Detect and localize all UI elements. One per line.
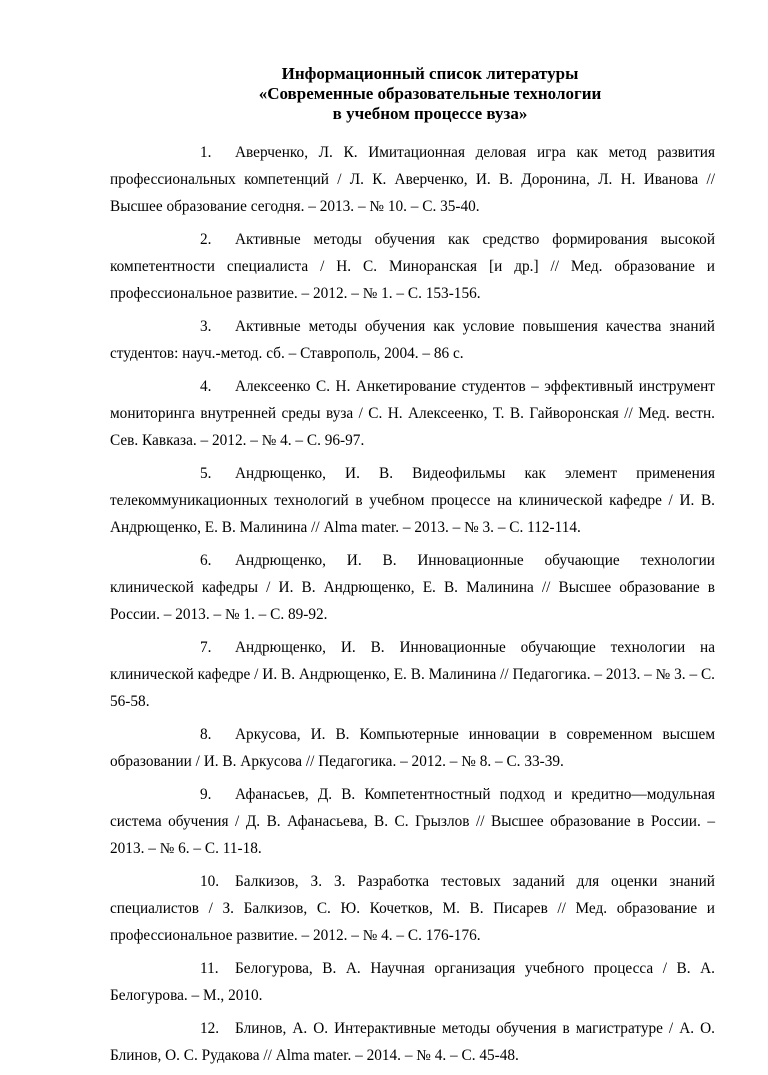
- reference-text: Аркусова, И. В. Компьютерные инновации в современном высшем образовании / И. В. Аркусова // Педагогика. – 2012. – № 8. – С. 33-39.: [110, 726, 715, 770]
- reference-number: 8.: [200, 726, 212, 743]
- reference-item: [110, 955, 715, 1009]
- reference-text: Белогурова, В. А. Научная организация учебного процесса / В. А. Белогурова. – М., 2010.: [110, 960, 715, 1004]
- reference-item: [110, 634, 715, 715]
- reference-item: [110, 313, 715, 367]
- reference-number: 1.: [200, 144, 212, 161]
- reference-text: Балкизов, З. З. Разработка тестовых заданий для оценки знаний специалистов / З. Балкизов, С. Ю. Кочетков, М. В. Писарев // Мед. образование и профессиональное развитие. – 2012. – № 4. – С. 176-176.: [110, 873, 715, 944]
- reference-number: 6.: [200, 552, 212, 569]
- reference-list: [110, 139, 715, 1075]
- reference-text: Алексеенко С. Н. Анкетирование студентов – эффективный инструмент мониторинга внутренней среды вуза / С. Н. Алексеенко, Т. В. Гайворонская // Мед. вестн. Сев. Кавказа. – 2012. – № 4. – С. 96-97.: [110, 378, 715, 449]
- reference-number: 10.: [200, 873, 220, 890]
- reference-item: [110, 1015, 715, 1069]
- reference-number: 5.: [200, 465, 212, 482]
- page-title: [0, 64, 768, 124]
- reference-item: [110, 373, 715, 454]
- reference-number: 2.: [200, 231, 212, 248]
- reference-item: [110, 460, 715, 541]
- reference-text: Андрющенко, И. В. Инновационные обучающие технологии на клинической кафедре / И. В. Андрющенко, Е. В. Малинина // Педагогика. – 2013. – № 3. – С. 56-58.: [110, 639, 715, 710]
- reference-text: Андрющенко, И. В. Инновационные обучающие технологии клинической кафедры / И. В. Андрющенко, Е. В. Малинина // Высшее образование в России. – 2013. – № 1. – С. 89-92.: [110, 552, 715, 623]
- reference-number: 9.: [200, 786, 212, 803]
- title-line-1: Информационный список литературы: [281, 64, 579, 83]
- reference-number: 3.: [200, 318, 212, 335]
- title-line-2: «Современные образовательные технологии: [258, 84, 602, 103]
- title-line-3: в учебном процессе вуза»: [332, 104, 528, 123]
- reference-item: [110, 547, 715, 628]
- reference-text: Активные методы обучения как средство формирования высокой компетентности специалиста / Н. С. Миноранская [и др.] // Мед. образование и профессиональное развитие. – 2012. – № 1. – С. 153-156.: [110, 231, 715, 302]
- reference-number: 7.: [200, 639, 212, 656]
- reference-item: [110, 781, 715, 862]
- reference-number: 11.: [200, 960, 219, 977]
- reference-text: Активные методы обучения как условие повышения качества знаний студентов: науч.-метод. сб. – Ставрополь, 2004. – 86 с.: [110, 318, 715, 362]
- reference-item: [110, 721, 715, 775]
- reference-text: Афанасьев, Д. В. Компетентностный подход и кредитно—модульная система обучения / Д. В. Афанасьева, В. С. Грызлов // Высшее образование в России. – 2013. – № 6. – С. 11-18.: [110, 786, 715, 857]
- reference-item: [110, 139, 715, 220]
- reference-number: 4.: [200, 378, 212, 395]
- reference-number: 12.: [200, 1020, 220, 1037]
- reference-item: [110, 226, 715, 307]
- reference-text: Андрющенко, И. В. Видеофильмы как элемент применения телекоммуникационных технологий в учебном процессе на клинической кафедре / И. В. Андрющенко, Е. В. Малинина // Alma mater. – 2013. – № 3. – С. 112-114.: [110, 465, 715, 536]
- reference-item: [110, 868, 715, 949]
- reference-text: Блинов, А. О. Интерактивные методы обучения в магистратуре / А. О. Блинов, О. С. Рудакова // Alma mater. – 2014. – № 4. – С. 45-48.: [110, 1020, 715, 1064]
- reference-text: Аверченко, Л. К. Имитационная деловая игра как метод развития профессиональных компетенций / Л. К. Аверченко, И. В. Доронина, Л. Н. Иванова // Высшее образование сегодня. – 2013. – № 10. – С. 35-40.: [110, 144, 715, 215]
